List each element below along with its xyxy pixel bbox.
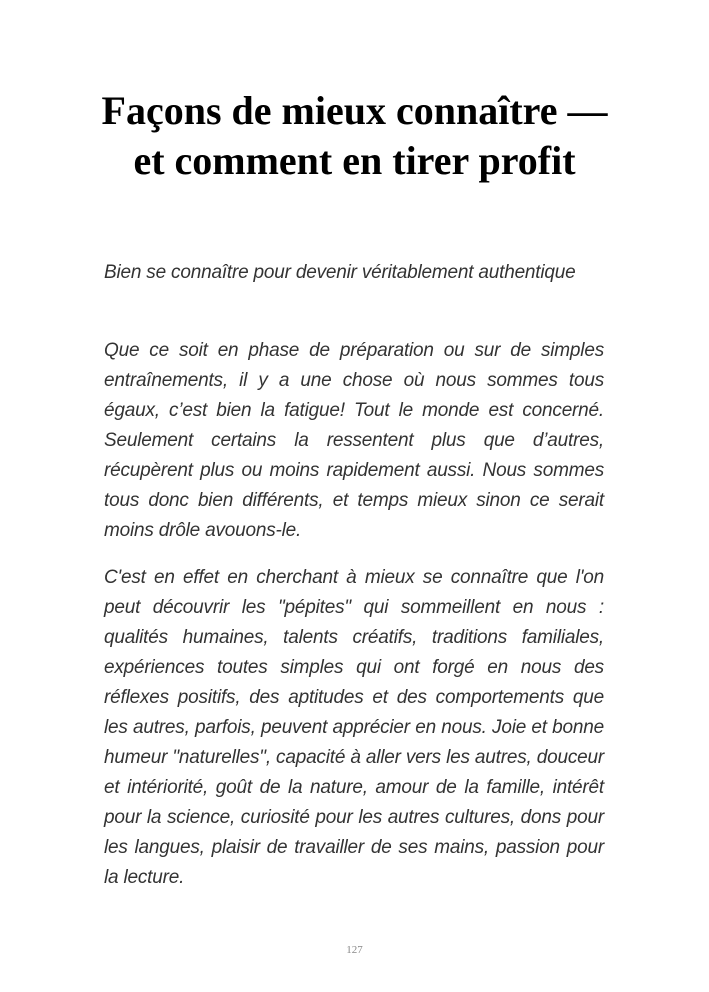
paragraph-2: C'est en effet en cherchant à mieux se connaître que l'on peut découvrir les "pépites" qui sommeillent en nous : qualités humaines, talents créatifs, traditions familiales, expériences toutes simples qui ont forgé en nous des réflexes positifs, des aptitudes et des comportements que les autres, parfois, peuvent apprécier en nous. Joie et bonne humeur "naturelles", capacité à aller vers les autres, douceur et intériorité, goût de la nature, amour de la famille, intérêt pour la science, curiosité pour les autres cultures, dons pour les langues, plaisir de travailler de ses mains, passion pour la lecture.: [104, 567, 604, 888]
page-title: Façons de mieux connaître — et comment en tirer profit: [101, 88, 608, 183]
section-subtitle: Bien se connaître pour devenir véritablement authentique: [104, 262, 576, 283]
page-number: 127: [346, 944, 363, 956]
paragraph-1: Que ce soit en phase de préparation ou sur de simples entraînements, il y a une chose où nous sommes tous égaux, c’est bien la fatigue! Tout le monde est concerné. Seulement certains la ressentent plus que d’autres, récupèrent plus ou moins rapidement aussi. Nous sommes tous donc bien différents, et temps mieux sinon ce serait moins drôle avouons-le.: [104, 340, 604, 541]
